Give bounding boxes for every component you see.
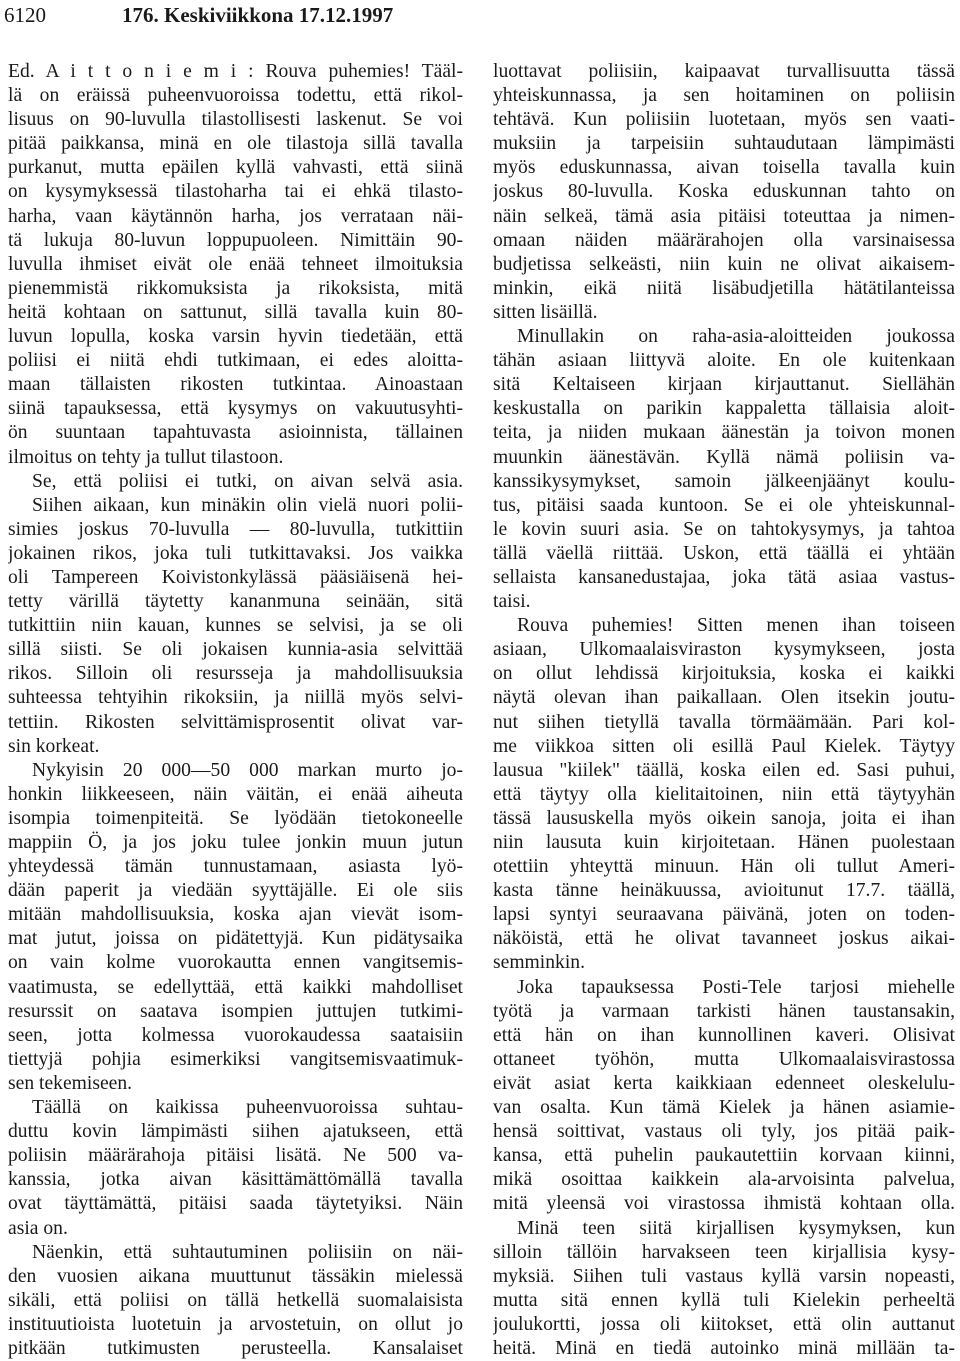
text-line: Minullakin on raha-asia-aloitteiden joukossa	[517, 326, 955, 348]
text-line: taisi.	[493, 591, 531, 613]
text-line: seen, jotta kolmessa vuorokaudessa saataisiin	[8, 1024, 463, 1046]
text-line: on ollut lehdissä kirjoituksia, koska ei kaikki	[493, 663, 955, 685]
text-line: semminkin.	[493, 952, 585, 974]
text-line: tus, pitäisi saada kuntoon. Se ei ole yhteiskunnal-	[493, 494, 955, 516]
text-line: simies joskus 70-luvulla — 80-luvulla, tutkittiin	[8, 518, 463, 540]
text-line: Rouva puhemies! Sitten menen ihan toiseen	[517, 615, 955, 637]
text-line: den vuosien aikana muuttunut tässäkin mielessä	[8, 1265, 463, 1287]
text-line: mappiin Ö, ja jos joku tulee jonkin muun jutun	[8, 832, 463, 853]
page-number: 6120	[4, 3, 46, 27]
right-text-column	[493, 60, 955, 1361]
text-line: on kysymyksessä tilastoharha tai ei ehkä tilasto-	[8, 181, 463, 203]
text-line: suhteessa tehtyihin rikoksiin, ja niillä myös selvi-	[8, 687, 463, 709]
text-line: Ed. A i t t o n i e m i : Rouva puhemies! Tääl-	[8, 61, 463, 82]
text-line: sitten lisäillä.	[493, 301, 598, 323]
text-line: työtä ja varmaan tarkisti hänen taustansakin,	[493, 1000, 955, 1022]
text-line: tehtävä. Kun poliisiin luotetaan, myös sen vaati-	[493, 109, 955, 131]
text-line: purkanut, mutta epäilen kyllä vahvasti, että siinä	[8, 157, 463, 179]
text-line: van osalta. Kun tämä Kielek ja hänen asiamie-	[493, 1097, 955, 1119]
text-line: sellaista kansanedustajaa, joka tätä asiaa vastus-	[493, 566, 955, 588]
text-line: otettiin yhteyttä minuun. Hän oli tullut Ameri-	[493, 856, 955, 878]
text-line: silloin tällöin harvakseen teen kirjallisia kysy-	[493, 1241, 955, 1263]
text-line: sillä siisti. Se oli jokaisen kunnia-asia selvittää	[8, 639, 463, 661]
text-line: dään paperit ja viedään syyttäjälle. Ei ole siis	[8, 880, 463, 902]
left-text-column	[8, 60, 463, 1361]
text-line: lisuus on 90-luvulla tilastollisesti laskenut. Se voi	[8, 109, 463, 131]
text-line: sitä Keltaiseen kirjaan kirjauttanut. Siellähän	[493, 374, 955, 396]
text-line: eivät asiat kerta kaikkiaan edenneet oleskelulu-	[493, 1072, 955, 1094]
text-line: muksiin ja tarpeisiin suhtaudutaan lämpimästi	[493, 133, 955, 155]
text-line: asiaan, Ulkomaalaisviraston kysymykseen, josta	[493, 639, 955, 661]
text-line: tässä laususkella myös oikein sanoja, joita ei ihan	[493, 807, 955, 829]
text-line: lä on eräissä puheenvuoroissa todettu, että rikol-	[8, 85, 463, 107]
text-line: budjetissa selkeästi, niin kuin ne olivat aikaisem-	[493, 253, 955, 275]
text-line: ovat täyttämättä, pitäisi saada täytetyiksi. Näin	[8, 1193, 463, 1215]
text-line: joulukortti, jossa oli kiitokset, että olin auttanut	[493, 1313, 955, 1335]
text-line: myksiä. Siihen tuli vastaus kyllä varsin nopeasti,	[493, 1265, 955, 1287]
text-line: että hän on ihan kunnollinen kaveri. Olisivat	[493, 1024, 955, 1046]
text-line: Minä teen siitä kirjallisen kysymyksen, kun	[517, 1217, 955, 1239]
text-line: Nykyisin 20 000—50 000 markan murto jo-	[32, 759, 463, 781]
text-line: asia on.	[8, 1217, 68, 1239]
text-line: siinä tapauksessa, että kysymys on vakuutusyhti-	[8, 398, 463, 420]
text-line: luvulla ihmiset eivät ole enää tehneet ilmoituksia	[8, 253, 463, 275]
text-line: poliisin määrärahoja pitäisi lisätä. Ne 500 va-	[8, 1145, 463, 1167]
text-line: heitä kohtaan on sattunut, sillä tavalla kuin 80-	[8, 301, 463, 323]
text-line: ottaneet työhön, mutta Ulkomaalaisvirastossa	[493, 1048, 955, 1070]
text-line: pitkään tutkimusten perusteella. Kansalaiset	[8, 1337, 463, 1359]
text-line: näytä olevan ihan paikallaan. Olen itsekin joutu-	[493, 687, 955, 709]
text-line: maan tällaisten rikosten tutkintaa. Ainoastaan	[8, 374, 463, 396]
text-line: Täällä on kaikissa puheenvuoroissa suhtau-	[32, 1097, 463, 1119]
text-line: sen tekemiseen.	[8, 1072, 133, 1094]
text-line: keskustalla on parikin kappaletta tällaisia aloit-	[493, 398, 955, 420]
text-line: luvun lopulla, koska varsin hyvin tiedetään, että	[8, 326, 463, 348]
text-line: niin lausuta kuin kirjoitetaan. Hänen puolestaan	[493, 832, 955, 853]
text-line: nut siihen tietyllä tavalla törmäämään. Pari kol-	[493, 711, 955, 733]
text-line: näköistä, että he olivat tavanneet joskus aikai-	[493, 928, 955, 950]
text-line: tutkittiin niin kauan, kunnes se selvisi, ja se oli	[8, 615, 463, 637]
text-line: tällä väellä riittää. Uskon, että täällä ei yhtään	[493, 542, 955, 564]
text-line: isompia toimenpiteitä. Se lyödään tietokoneelle	[8, 807, 463, 829]
text-line: sin korkeat.	[8, 735, 100, 757]
text-line: kasta tänne heinäkuussa, avioitunut 17.7. täällä,	[493, 880, 955, 902]
text-line: me viikkoa sitten oli esillä Paul Kielek. Täytyy	[493, 735, 955, 757]
text-line: hensä soittivat, vastaus oli tyly, jos pitää paik-	[493, 1121, 955, 1143]
text-line: että täytyy olla kielitaitoinen, niin että täytyyhän	[493, 783, 955, 805]
text-line: kanssikysymykset, samoin jälkeenjäänyt koulu-	[493, 470, 955, 492]
text-line: poliisi ei niitä ehdi tutkimaan, ei edes aloitta-	[8, 350, 463, 372]
text-line: ilmoitus on tehty ja tullut tilastoon.	[8, 446, 284, 468]
text-line: lausua "kiilek" täällä, koska eilen ed. Sasi puhui,	[493, 759, 955, 781]
text-line: instituutioista luotetuin ja arvostetuin, on ollut jo	[8, 1313, 463, 1335]
page-header	[4, 3, 956, 29]
text-line: kansa, että puhelin paukautettiin korvaan kiinni,	[493, 1145, 955, 1167]
text-line: Se, että poliisi ei tutki, on aivan selvä asia.	[32, 470, 463, 492]
text-line: Näenkin, että suhtautuminen poliisiin on näi-	[32, 1241, 463, 1263]
text-line: tettiin. Rikosten selvittämisprosentit olivat var-	[8, 711, 463, 733]
text-line: luottavat poliisiin, kaipaavat turvallisuutta tässä	[493, 61, 955, 82]
text-line: resurssit on saatava isompien juttujen tutkimi-	[8, 1000, 463, 1022]
text-line: duttu kovin lämpimästi siihen ajatukseen, että	[8, 1121, 463, 1143]
text-line: muunkin äänestävän. Kyllä nämä poliisin va-	[493, 446, 955, 468]
text-line: teita, ja niiden mukaan äänestän ja toivon monen	[493, 422, 955, 444]
text-line: heitä. Minä en tiedä autoinko minä millään ta-	[493, 1337, 955, 1359]
text-line: lapsi syntyi seuraavana päivänä, joten on toden-	[493, 904, 955, 926]
text-line: rikos. Silloin oli resursseja ja mahdollisuuksia	[8, 663, 463, 685]
text-line: ön suuntaan tapahtuvasta asioinnista, tällainen	[8, 422, 463, 444]
text-line: tähän asiaan liittyvä aloite. En ole kuitenkaan	[493, 350, 955, 372]
text-line: vaatimusta, se edellyttää, että kaikki mahdolliset	[8, 976, 463, 998]
text-line: yhteydessä tämän tunnustamaan, asiasta lyö-	[8, 856, 463, 878]
text-line: mat jutut, joissa on pidätettyjä. Kun pidätysaika	[8, 928, 463, 950]
text-line: le kovin suuri asia. Se on tahtokysymys, ja tahtoa	[493, 518, 955, 540]
text-line: kanssia, jotka aivan käsittämättömällä tavalla	[8, 1169, 463, 1191]
text-line: Joka tapauksessa Posti-Tele tarjosi miehelle	[517, 976, 955, 998]
text-line: on vain kolme vuorokautta ennen vangitsemis-	[8, 952, 463, 974]
text-line: jokainen rikos, joka tuli tutkittavaksi. Jos vaikka	[8, 542, 463, 564]
text-line: tiettyjä pohjia esimerkiksi vangitsemisvaatimuk-	[8, 1048, 463, 1070]
text-line: mitään mahdollisuuksia, koska ajan vievät isom-	[8, 904, 463, 926]
text-line: sikäli, että poliisi on tällä hetkellä suomalaisista	[8, 1289, 463, 1311]
text-line: pitää paikkansa, minä en ole tilastoja sillä tavalla	[8, 133, 463, 155]
text-line: honkin liikkeeseen, näin väitän, ei enää aiheuta	[8, 783, 463, 805]
text-line: harha, vaan käytännön harha, jos verrataan näi-	[8, 205, 463, 227]
text-line: yhteiskunnassa, ja sen hoitaminen on poliisin	[493, 85, 955, 107]
text-line: mikä osoittaa kaikkein ala-arvoisinta palvelua,	[493, 1169, 955, 1191]
text-line: tä lukuja 80-luvun loppupuoleen. Nimittäin 90-	[8, 229, 463, 251]
text-line: omaan näiden määrärahojen olla varsinaisessa	[493, 229, 955, 251]
text-line: mitä yleensä voi virastossa ihmistä kohtaan olla.	[493, 1193, 955, 1215]
text-line: joskus 80-luvulla. Koska eduskunnan tahto on	[493, 181, 955, 203]
session-date-heading: 176. Keskiviikkona 17.12.1997	[122, 3, 394, 27]
text-line: näin selkeä, tämä asia pitäisi toteuttaa ja nimen-	[493, 205, 955, 227]
text-line: myös eduskunnassa, aivan toisella tavalla kuin	[493, 157, 955, 179]
text-line: mutta sitä ennen kyllä tuli Kielekin perheeltä	[493, 1289, 955, 1311]
text-line: tetty värillä täytetty kananmuna seinään, sitä	[8, 591, 463, 613]
text-line: minkin, eikä niitä lisäbudjetilla hätätilanteissa	[493, 277, 955, 299]
text-line: Siihen aikaan, kun minäkin olin vielä nuori polii-	[32, 494, 463, 516]
text-line: oli Tampereen Koivistonkylässä pääsiäisenä hei-	[8, 566, 463, 588]
text-line: pienemmistä rikkomuksista ja rikoksista, mitä	[8, 277, 463, 299]
